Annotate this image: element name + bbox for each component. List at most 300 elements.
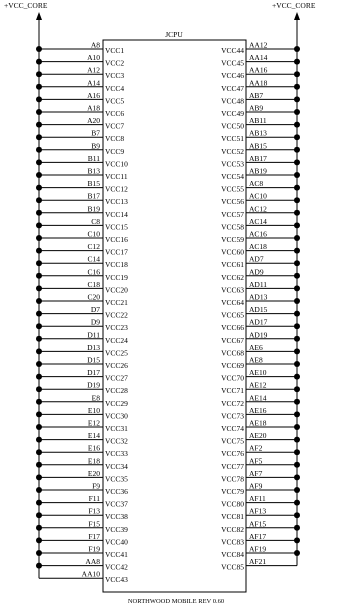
- ball-label: AB13: [249, 128, 267, 138]
- pin-left: [36, 406, 128, 421]
- pin-name: VCC67: [221, 335, 244, 345]
- ball-label: D9: [90, 317, 100, 327]
- ball-label: A14: [87, 78, 100, 88]
- ball-label: AF2: [249, 443, 263, 453]
- ball-label: D15: [87, 355, 100, 365]
- junction-dot-icon: [294, 474, 300, 480]
- ball-label: E14: [87, 431, 100, 441]
- pin-name: VCC72: [221, 398, 244, 408]
- junction-dot-icon: [36, 563, 42, 569]
- junction-dot-icon: [294, 147, 300, 153]
- pin-left: [36, 545, 128, 560]
- pin-name: VCC38: [105, 512, 128, 522]
- pin-name: VCC65: [221, 310, 244, 320]
- junction-dot-icon: [294, 197, 300, 203]
- junction-dot-icon: [294, 323, 300, 329]
- pin-left: [36, 192, 128, 207]
- junction-dot-icon: [294, 84, 300, 90]
- junction-dot-icon: [36, 159, 42, 165]
- junction-dot-icon: [294, 336, 300, 342]
- pin-right: [221, 557, 297, 572]
- ball-label: AC12: [249, 204, 267, 214]
- pin-name: VCC61: [221, 260, 244, 270]
- ball-label: AD13: [249, 292, 268, 302]
- pin-left: [36, 482, 128, 497]
- pin-name: VCC18: [105, 260, 128, 270]
- junction-dot-icon: [294, 59, 300, 65]
- left-pin-group: [36, 41, 128, 585]
- pin-name: VCC8: [105, 134, 125, 144]
- ball-label: AE16: [249, 405, 267, 415]
- pin-name: VCC75: [221, 436, 244, 446]
- junction-dot-icon: [294, 71, 300, 77]
- junction-dot-icon: [36, 273, 42, 279]
- pin-name: VCC77: [221, 461, 244, 471]
- pin-name: VCC74: [221, 424, 244, 433]
- ball-label: C18: [87, 279, 100, 289]
- junction-dot-icon: [36, 462, 42, 468]
- junction-dot-icon: [294, 185, 300, 191]
- ball-label: AD9: [249, 267, 264, 277]
- junction-dot-icon: [294, 134, 300, 140]
- pin-left: [36, 255, 128, 270]
- chip-footer: NORTHWOOD MOBILE REV 0.60: [127, 598, 225, 605]
- ball-label: AD11: [249, 279, 268, 289]
- junction-dot-icon: [36, 374, 42, 380]
- ball-label: E16: [87, 443, 100, 453]
- pin-left: [36, 217, 128, 232]
- junction-dot-icon: [294, 273, 300, 279]
- pin-name: VCC41: [105, 550, 128, 559]
- junction-dot-icon: [36, 109, 42, 115]
- ball-label: A20: [87, 116, 100, 126]
- pin-name: VCC23: [105, 323, 128, 333]
- junction-dot-icon: [36, 147, 42, 153]
- pin-left: [36, 444, 128, 459]
- ball-label: B13: [87, 166, 100, 176]
- ball-label: AB7: [249, 90, 264, 100]
- pin-name: VCC85: [221, 562, 244, 572]
- pin-name: VCC44: [221, 46, 244, 55]
- pin-left: [36, 129, 124, 144]
- junction-dot-icon: [294, 525, 300, 531]
- junction-dot-icon: [36, 323, 42, 329]
- rail-arrow-left-icon: [36, 12, 42, 20]
- ball-label: AE14: [249, 393, 267, 403]
- junction-dot-icon: [36, 424, 42, 430]
- ball-label: AF7: [249, 468, 263, 478]
- junction-dot-icon: [294, 172, 300, 178]
- junction-dot-icon: [36, 437, 42, 443]
- pin-left: [36, 204, 128, 219]
- pin-name: VCC12: [105, 184, 128, 194]
- junction-dot-icon: [294, 512, 300, 518]
- pin-name: VCC80: [221, 499, 244, 509]
- junction-dot-icon: [294, 399, 300, 405]
- junction-dot-icon: [36, 59, 42, 65]
- pin-name: VCC76: [221, 449, 244, 459]
- pin-name: VCC82: [221, 524, 244, 534]
- pin-left: [36, 78, 124, 93]
- junction-dot-icon: [36, 197, 42, 203]
- ball-label: AE10: [249, 368, 267, 378]
- ball-label: AF9: [249, 481, 263, 491]
- junction-dot-icon: [36, 235, 42, 241]
- junction-dot-icon: [36, 210, 42, 216]
- pin-name: VCC81: [221, 512, 244, 522]
- ball-label: AC10: [249, 191, 267, 201]
- junction-dot-icon: [36, 311, 42, 317]
- ball-label: E18: [87, 456, 100, 466]
- ball-label: F13: [88, 506, 100, 516]
- junction-dot-icon: [294, 210, 300, 216]
- junction-dot-icon: [294, 298, 300, 304]
- pin-name: VCC26: [105, 361, 128, 370]
- ball-label: AC16: [249, 229, 267, 239]
- junction-dot-icon: [294, 411, 300, 417]
- ball-label: A16: [87, 90, 100, 100]
- junction-dot-icon: [36, 550, 42, 556]
- ball-label: D19: [87, 380, 100, 390]
- ball-label: E20: [87, 468, 100, 478]
- pin-name: VCC3: [105, 71, 125, 81]
- pin-name: VCC13: [105, 197, 128, 207]
- pin-left: [36, 318, 128, 333]
- junction-dot-icon: [36, 537, 42, 543]
- pin-name: VCC10: [105, 159, 128, 169]
- pin-name: VCC34: [105, 461, 128, 471]
- ball-label: AB17: [249, 153, 267, 163]
- junction-dot-icon: [294, 449, 300, 455]
- junction-dot-icon: [294, 537, 300, 543]
- junction-dot-icon: [36, 474, 42, 480]
- junction-dot-icon: [36, 134, 42, 140]
- pin-name: VCC47: [221, 83, 244, 93]
- pin-name: VCC66: [221, 323, 244, 333]
- ball-label: D13: [87, 342, 100, 352]
- ball-label: E10: [87, 405, 100, 415]
- junction-dot-icon: [36, 96, 42, 102]
- pin-name: VCC28: [105, 386, 128, 396]
- ball-label: AF13: [249, 506, 267, 516]
- pin-name: VCC42: [105, 562, 128, 572]
- ball-label: AB11: [249, 116, 267, 126]
- ball-label: E12: [87, 418, 100, 428]
- pin-left: [36, 41, 124, 56]
- junction-dot-icon: [36, 449, 42, 455]
- pin-left: [36, 91, 124, 106]
- ball-label: C8: [91, 216, 100, 226]
- ball-label: AB15: [249, 141, 267, 151]
- pin-name: VCC70: [221, 373, 244, 383]
- pin-name: VCC17: [105, 247, 128, 257]
- junction-dot-icon: [294, 46, 300, 52]
- pin-left: [36, 381, 128, 396]
- pin-left: [36, 456, 128, 471]
- pin-name: VCC49: [221, 109, 244, 118]
- ball-label: B17: [87, 191, 100, 201]
- pin-left: [36, 293, 128, 308]
- pin-left: [36, 419, 128, 434]
- pin-name: VCC16: [105, 235, 128, 244]
- pin-name: VCC29: [105, 398, 128, 408]
- ball-label: AB9: [249, 103, 264, 113]
- ball-label: B11: [87, 153, 100, 163]
- pin-left: [36, 167, 128, 182]
- ball-label: AF17: [249, 531, 267, 541]
- pin-name: VCC6: [105, 109, 125, 118]
- ball-label: AF15: [249, 519, 267, 529]
- junction-dot-icon: [36, 399, 42, 405]
- ball-label: AD19: [249, 330, 268, 340]
- junction-dot-icon: [294, 437, 300, 443]
- ball-label: F17: [88, 531, 100, 541]
- pin-left: [36, 66, 124, 81]
- pin-name: VCC25: [105, 348, 128, 358]
- junction-dot-icon: [294, 374, 300, 380]
- ball-label: B7: [91, 128, 100, 138]
- ball-label: C14: [87, 254, 100, 264]
- pin-name: VCC55: [221, 184, 244, 194]
- pin-left: [36, 305, 128, 320]
- junction-dot-icon: [294, 500, 300, 506]
- ball-label: AA14: [249, 53, 268, 63]
- junction-dot-icon: [294, 285, 300, 291]
- ball-label: F9: [92, 481, 100, 491]
- ball-label: AA10: [81, 569, 100, 579]
- pin-name: VCC84: [221, 550, 244, 559]
- ball-label: AA12: [249, 40, 268, 50]
- pin-name: VCC5: [105, 96, 125, 106]
- pin-left: [36, 330, 128, 345]
- pin-name: VCC57: [221, 209, 244, 219]
- ball-label: B19: [87, 204, 100, 214]
- ball-label: C12: [87, 242, 100, 252]
- pin-left: [36, 104, 124, 119]
- junction-dot-icon: [294, 311, 300, 317]
- ball-label: AE12: [249, 380, 267, 390]
- pin-left: [36, 267, 128, 282]
- rail-arrow-right-icon: [294, 12, 300, 20]
- ball-label: A10: [87, 53, 100, 63]
- ball-label: AF11: [249, 494, 266, 504]
- pin-name: VCC37: [105, 499, 128, 509]
- ball-label: F11: [88, 494, 100, 504]
- pin-name: VCC31: [105, 424, 128, 433]
- junction-dot-icon: [294, 550, 300, 556]
- ball-label: E8: [91, 393, 100, 403]
- pin-left: [36, 230, 128, 245]
- ball-label: AE20: [249, 431, 267, 441]
- pin-name: VCC11: [105, 172, 128, 181]
- junction-dot-icon: [36, 487, 42, 493]
- pin-name: VCC56: [221, 197, 244, 207]
- ball-label: F15: [88, 519, 100, 529]
- ball-label: AD7: [249, 254, 264, 264]
- rail-label-right: +VCC_CORE: [272, 1, 316, 10]
- pin-name: VCC32: [105, 436, 128, 446]
- pin-name: VCC60: [221, 247, 244, 257]
- junction-dot-icon: [294, 260, 300, 266]
- pin-left: [36, 154, 128, 169]
- pin-name: VCC46: [221, 71, 244, 81]
- ball-label: AB19: [249, 166, 267, 176]
- pin-name: VCC19: [105, 272, 128, 282]
- pin-left: [36, 431, 128, 446]
- pin-name: VCC52: [221, 146, 244, 156]
- right-pin-group: [221, 41, 300, 572]
- ball-label: AA8: [85, 557, 100, 567]
- pin-name: VCC71: [221, 386, 244, 396]
- ball-label: D17: [87, 368, 100, 378]
- pin-left: [36, 280, 128, 295]
- ball-label: AE6: [249, 342, 263, 352]
- pin-name: VCC14: [105, 209, 128, 219]
- ball-label: A18: [87, 103, 100, 113]
- chip-name: JCPU: [165, 30, 183, 39]
- pin-name: VCC58: [221, 222, 244, 232]
- junction-dot-icon: [294, 222, 300, 228]
- junction-dot-icon: [36, 500, 42, 506]
- ball-label: AF21: [249, 557, 267, 567]
- pin-name: VCC21: [105, 298, 128, 307]
- pin-name: VCC64: [221, 298, 244, 307]
- pin-name: VCC15: [105, 222, 128, 232]
- junction-dot-icon: [36, 298, 42, 304]
- pin-left: [36, 393, 128, 408]
- ball-label: AC18: [249, 242, 267, 252]
- pin-name: VCC33: [105, 449, 128, 459]
- pin-left: [36, 141, 124, 156]
- pin-name: VCC39: [105, 524, 128, 534]
- junction-dot-icon: [36, 525, 42, 531]
- pin-name: VCC54: [221, 172, 244, 181]
- ball-label: AE8: [249, 355, 263, 365]
- junction-dot-icon: [294, 487, 300, 493]
- pin-name: VCC35: [105, 474, 128, 484]
- pin-left: [36, 242, 128, 257]
- pin-left: [36, 356, 128, 371]
- ball-label: AE18: [249, 418, 267, 428]
- junction-dot-icon: [36, 336, 42, 342]
- pin-name: VCC40: [105, 537, 128, 547]
- ball-label: AC8: [249, 179, 264, 189]
- pin-name: VCC50: [221, 121, 244, 131]
- pin-left: [36, 116, 124, 131]
- pin-left: [36, 343, 128, 358]
- pin-name: VCC62: [221, 272, 244, 282]
- ball-label: A8: [90, 40, 100, 50]
- junction-dot-icon: [294, 386, 300, 392]
- pin-name: VCC36: [105, 487, 128, 496]
- pin-name: VCC69: [221, 361, 244, 370]
- junction-dot-icon: [294, 159, 300, 165]
- junction-dot-icon: [294, 235, 300, 241]
- pin-name: VCC83: [221, 537, 244, 547]
- junction-dot-icon: [36, 185, 42, 191]
- junction-dot-icon: [36, 172, 42, 178]
- ball-label: AF19: [249, 544, 267, 554]
- pin-name: VCC2: [105, 58, 125, 68]
- pin-left: [36, 532, 128, 547]
- ball-label: AA18: [249, 78, 268, 88]
- pin-left: [36, 53, 124, 68]
- ball-label: A12: [87, 65, 100, 75]
- pin-name: VCC53: [221, 159, 244, 169]
- junction-dot-icon: [36, 411, 42, 417]
- junction-dot-icon: [294, 361, 300, 367]
- junction-dot-icon: [294, 248, 300, 254]
- junction-dot-icon: [36, 248, 42, 254]
- junction-dot-icon: [36, 260, 42, 266]
- junction-dot-icon: [36, 122, 42, 128]
- junction-dot-icon: [36, 361, 42, 367]
- pin-name: VCC43: [105, 575, 128, 585]
- pin-name: VCC24: [105, 335, 128, 345]
- ball-label: C16: [87, 267, 100, 277]
- ball-label: AD17: [249, 317, 268, 327]
- pin-name: VCC59: [221, 235, 244, 244]
- pin-left: [36, 507, 128, 522]
- pin-name: VCC68: [221, 348, 244, 358]
- pin-name: VCC73: [221, 411, 244, 421]
- pin-name: VCC20: [105, 285, 128, 295]
- junction-dot-icon: [294, 424, 300, 430]
- pin-name: VCC1: [105, 46, 125, 55]
- pin-name: VCC78: [221, 474, 244, 484]
- junction-dot-icon: [36, 512, 42, 518]
- pin-left: [36, 368, 128, 383]
- ball-label: D11: [87, 330, 100, 340]
- ball-label: AC14: [249, 216, 267, 226]
- junction-dot-icon: [294, 122, 300, 128]
- ball-label: AD15: [249, 305, 268, 315]
- rail-label-left: +VCC_CORE: [4, 1, 48, 10]
- pin-name: VCC30: [105, 411, 128, 421]
- pin-name: VCC9: [105, 146, 125, 156]
- pin-name: VCC4: [105, 83, 125, 93]
- pin-name: VCC63: [221, 285, 244, 295]
- pin-name: VCC48: [221, 96, 244, 106]
- ball-label: B15: [87, 179, 100, 189]
- pin-name: VCC45: [221, 58, 244, 68]
- junction-dot-icon: [36, 222, 42, 228]
- pin-name: VCC22: [105, 310, 128, 320]
- junction-dot-icon: [294, 109, 300, 115]
- junction-dot-icon: [36, 84, 42, 90]
- junction-dot-icon: [36, 348, 42, 354]
- pin-left: [36, 469, 128, 484]
- junction-dot-icon: [294, 348, 300, 354]
- ball-label: C20: [87, 292, 100, 302]
- pin-name: VCC79: [221, 487, 244, 496]
- pin-left: [39, 570, 128, 585]
- pin-name: VCC51: [221, 134, 244, 144]
- junction-dot-icon: [294, 462, 300, 468]
- ball-label: AA16: [249, 65, 268, 75]
- ball-label: AF5: [249, 456, 263, 466]
- pin-left: [36, 494, 128, 509]
- junction-dot-icon: [36, 386, 42, 392]
- pin-name: VCC7: [105, 121, 125, 131]
- ball-label: B9: [91, 141, 100, 151]
- junction-dot-icon: [36, 285, 42, 291]
- junction-dot-icon: [36, 46, 42, 52]
- pin-left: [36, 179, 128, 194]
- ball-label: D7: [90, 305, 100, 315]
- ball-label: F19: [88, 544, 100, 554]
- junction-dot-icon: [36, 71, 42, 77]
